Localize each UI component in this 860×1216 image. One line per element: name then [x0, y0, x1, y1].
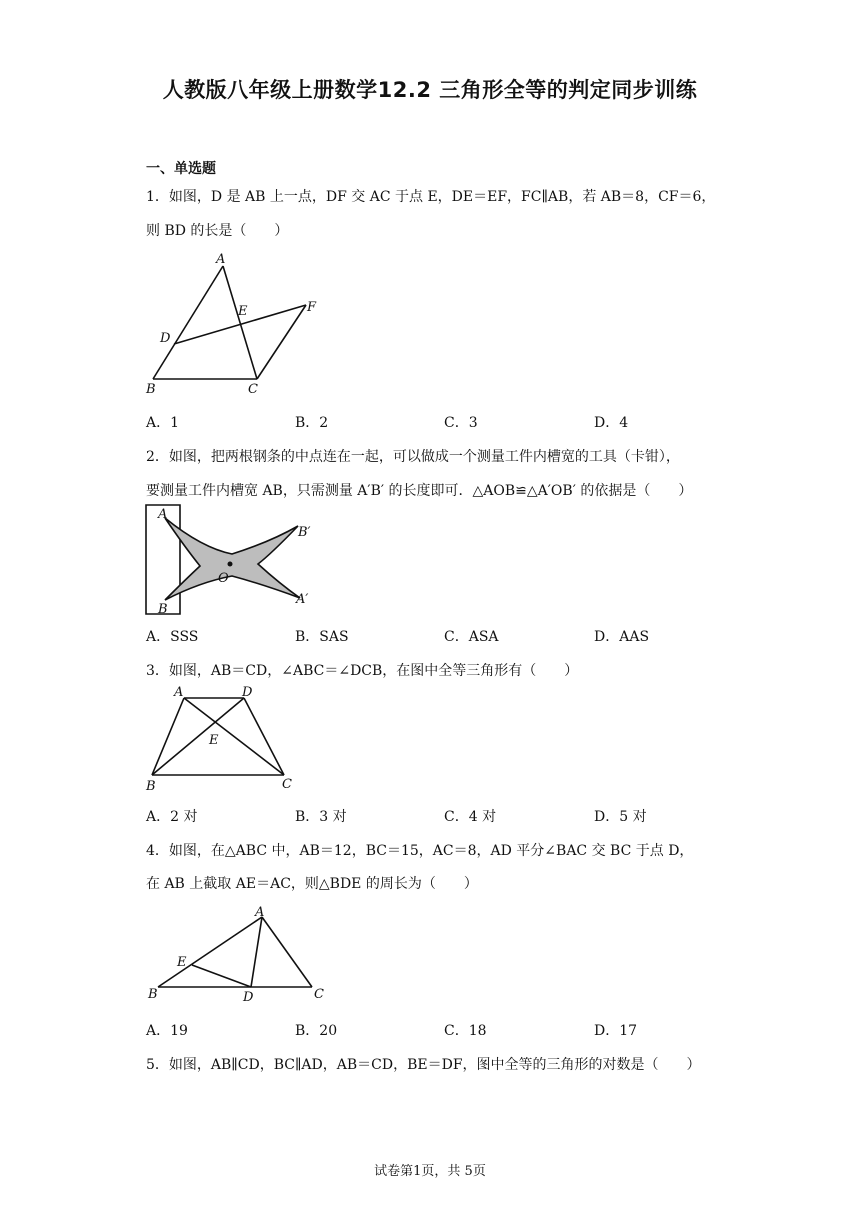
q4-segment-ac [262, 917, 312, 987]
q4-stem-line1: 4．如图，在△ABC 中，AB＝12，BC＝15，AC＝8，AD 平分∠BAC 交 BC 于点 D， [146, 843, 694, 859]
q1-option-a[interactable]: A．1 [146, 415, 180, 431]
q1-label-a: A [216, 252, 226, 267]
q2-label-b-prime: B′ [298, 525, 311, 540]
q4-figure [140, 904, 340, 1004]
q1-label-b: B [146, 382, 156, 397]
q3-option-b[interactable]: B．3 对 [295, 809, 347, 825]
q2-label-a: A [158, 507, 168, 522]
q1-stem-line1: 1．如图，D 是 AB 上一点，DF 交 AC 于点 E，DE＝EF，FC∥AB，若 AB＝8，CF＝6， [146, 189, 716, 205]
q1-label-d: D [160, 331, 171, 346]
q3-label-d: D [242, 685, 253, 700]
page-footer: 试卷第1页，共 5页 [374, 1164, 486, 1179]
q3-label-e: E [209, 733, 219, 748]
q2-caliper [165, 518, 300, 600]
q3-label-a: A [174, 685, 184, 700]
section-heading: 一、单选题 [146, 161, 216, 177]
q1-segment-ab [153, 266, 223, 379]
q2-option-c[interactable]: C．ASA [444, 629, 499, 645]
q4-stem-line2: 在 AB 上截取 AE＝AC，则△BDE 的周长为（ ） [146, 876, 478, 892]
q2-stem-line1: 2．如图，把两根钢条的中点连在一起，可以做成一个测量工件内槽宽的工具（卡钳）， [146, 449, 680, 465]
q1-option-c[interactable]: C．3 [444, 415, 478, 431]
q1-figure [140, 248, 340, 398]
q4-segment-ed [192, 965, 251, 987]
q3-stem-line1: 3．如图，AB＝CD，∠ABC＝∠DCB，在图中全等三角形有（ ） [146, 663, 579, 679]
q3-segment-ab [152, 698, 184, 775]
q2-option-b[interactable]: B．SAS [295, 629, 349, 645]
q1-label-c: C [248, 382, 258, 397]
q2-option-a[interactable]: A．SSS [146, 629, 199, 645]
q3-label-c: C [282, 777, 292, 792]
q3-option-c[interactable]: C．4 对 [444, 809, 497, 825]
q3-segment-dc [244, 698, 284, 775]
q1-segment-cf [257, 305, 306, 379]
q4-label-a: A [255, 905, 265, 920]
q3-figure [140, 684, 310, 794]
q4-option-c[interactable]: C．18 [444, 1023, 487, 1039]
q1-label-f: F [307, 300, 317, 315]
q4-option-d[interactable]: D．17 [594, 1023, 638, 1039]
q2-option-d[interactable]: D．AAS [594, 629, 650, 645]
q3-option-d[interactable]: D．5 对 [594, 809, 647, 825]
q2-pivot [228, 562, 233, 567]
q3-label-b: B [146, 779, 156, 794]
q4-label-c: C [314, 987, 324, 1002]
q2-label-a-prime: A′ [296, 592, 309, 607]
q2-label-b: B [158, 602, 168, 617]
page-title: 人教版八年级上册数学12.2 三角形全等的判定同步训练 [162, 78, 698, 102]
q1-option-b[interactable]: B．2 [295, 415, 329, 431]
q3-option-a[interactable]: A．2 对 [146, 809, 198, 825]
q1-option-d[interactable]: D．4 [594, 415, 629, 431]
q1-stem-line2: 则 BD 的长是（ ） [146, 223, 289, 239]
q4-option-b[interactable]: B．20 [295, 1023, 338, 1039]
q4-option-a[interactable]: A．19 [146, 1023, 188, 1039]
q1-label-e: E [238, 304, 248, 319]
q4-label-b: B [148, 987, 158, 1002]
q4-label-d: D [243, 990, 254, 1005]
q2-label-o: O [218, 571, 229, 586]
q5-stem-line1: 5．如图，AB∥CD，BC∥AD，AB＝CD，BE＝DF，图中全等的三角形的对数是（ ） [146, 1057, 701, 1073]
q4-label-e: E [177, 955, 187, 970]
q4-segment-ad [251, 917, 262, 987]
q2-figure [140, 502, 330, 622]
q2-stem-line2: 要测量工件内槽宽 AB，只需测量 A′B′ 的长度即可．△AOB≌△A′OB′ 的依据是（ ） [146, 483, 693, 499]
q1-segment-ac [223, 266, 257, 379]
q4-segment-ab [158, 917, 262, 987]
